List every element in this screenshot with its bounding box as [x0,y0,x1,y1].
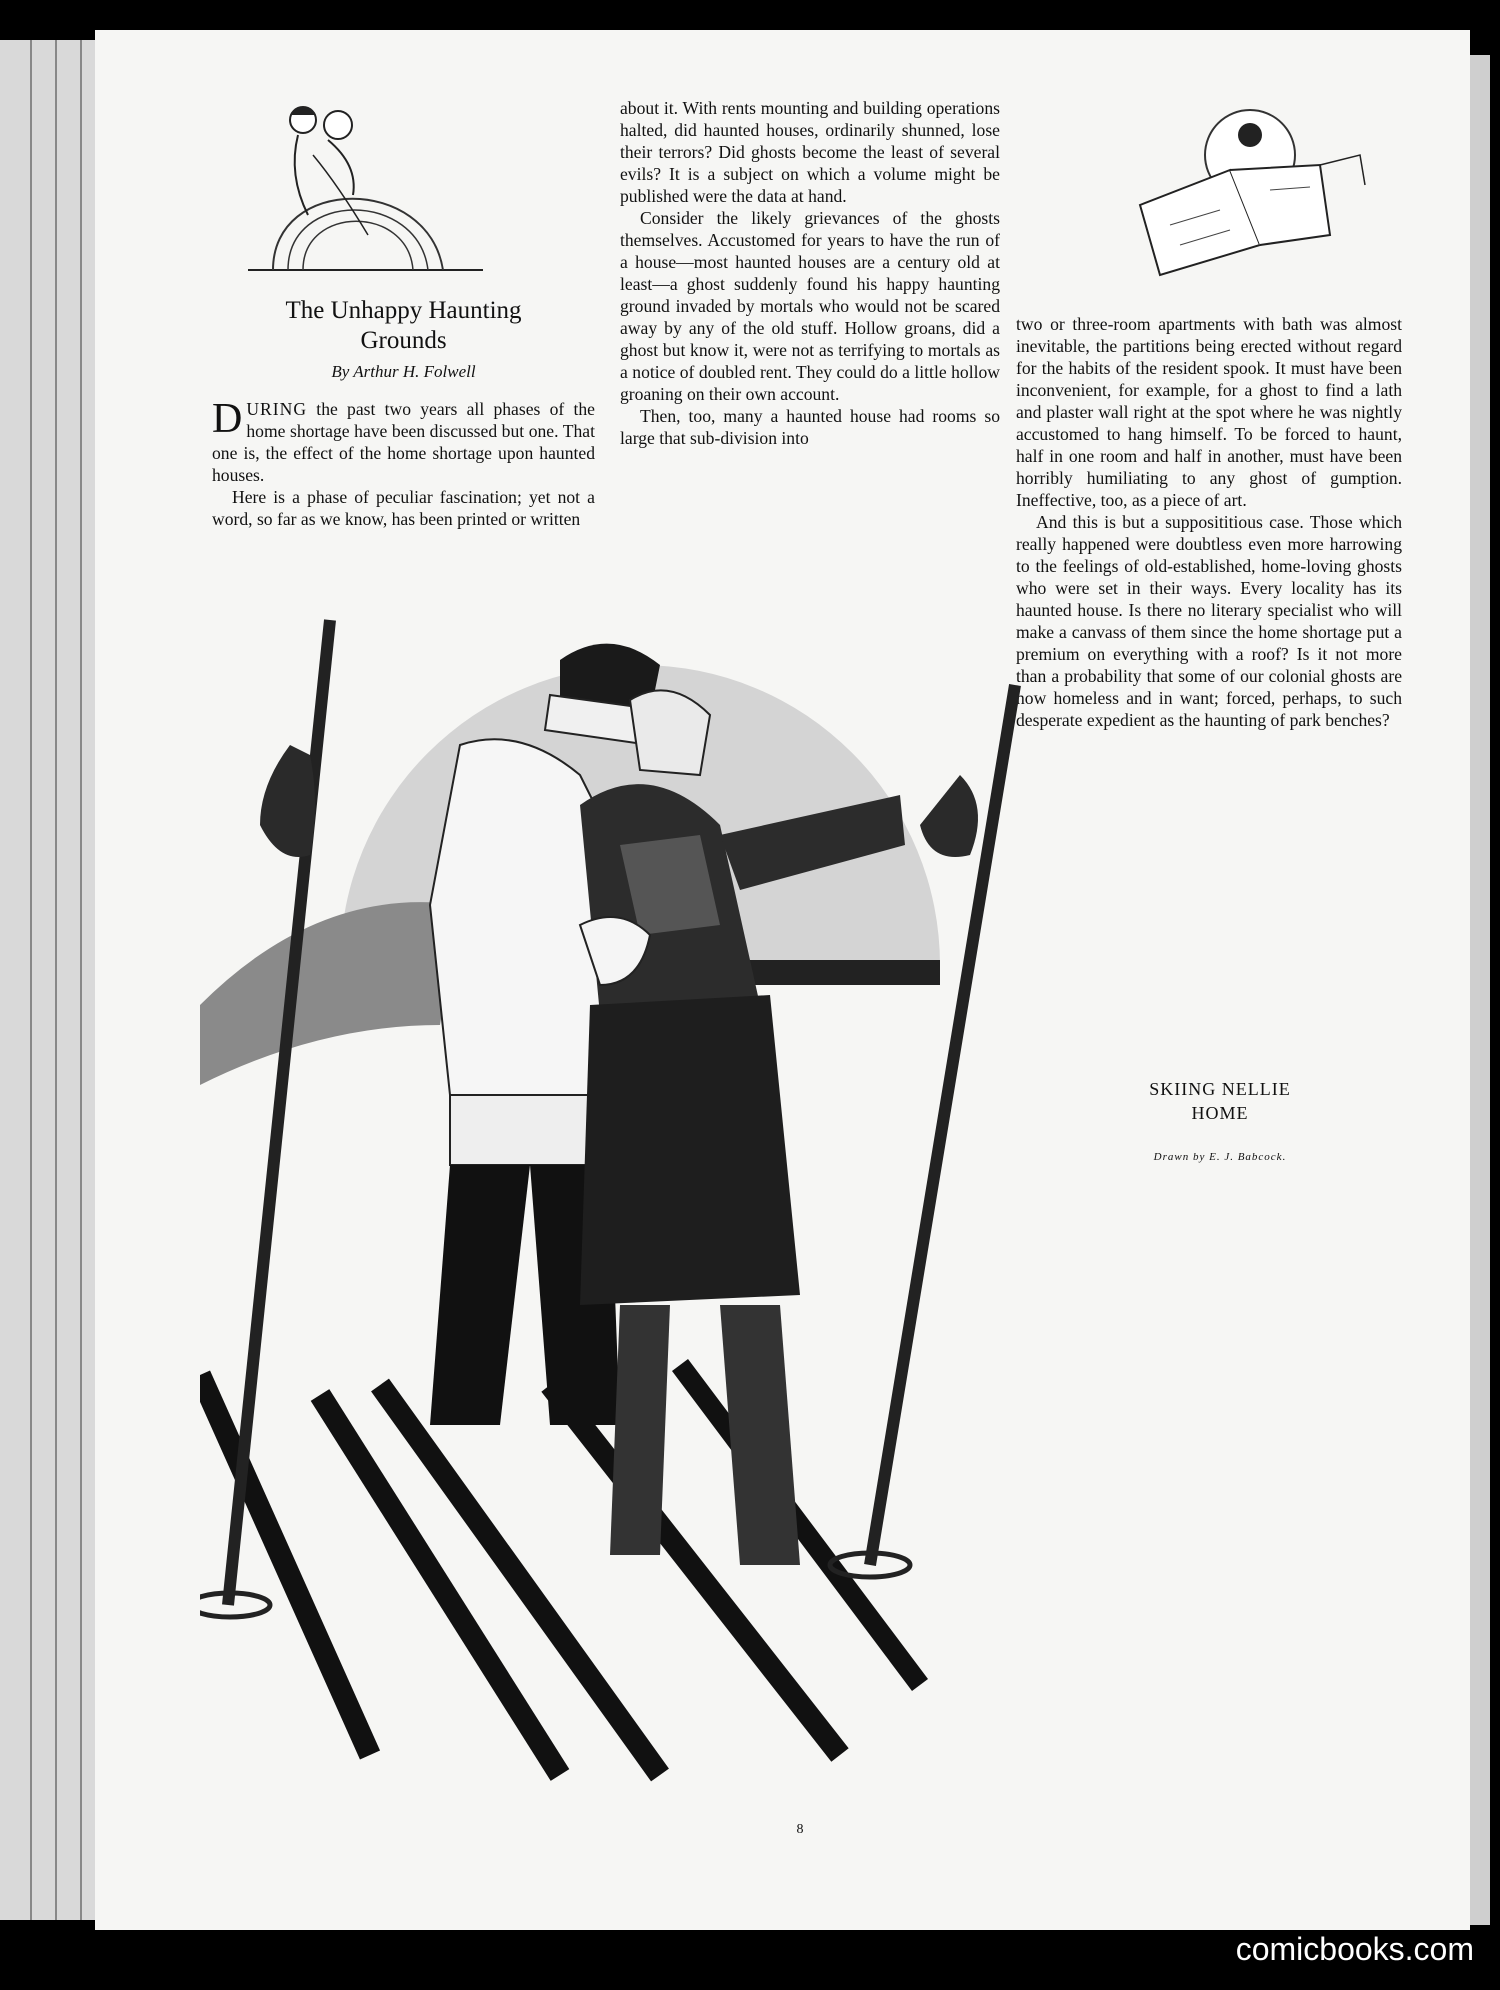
caption-line-2: HOME [1191,1103,1249,1123]
column-2 [620,97,1000,449]
book-right-edge [1470,55,1490,1925]
skiing-illustration [200,605,1050,1805]
paragraph: Here is a phase of peculiar fascination; yet not a word, so far as we know, has been printed or written [212,487,595,529]
paragraph: about it. With rents mounting and building operations halted, did haunted houses, ordinarily shunned, lose their terrors? Did ghosts become the least of several evils? It is a subject on which a volume might be published were the data at hand. [620,98,1000,206]
illustration-credit: Drawn by E. J. Babcock. [1153,1151,1287,1163]
watermark: comicbooks.com [1235,1931,1474,1967]
caption-line-1: SKIING NELLIE [1149,1079,1291,1099]
article-title [212,296,595,356]
title-line-1: The Unhappy Haunting [285,297,522,324]
column-3 [1016,313,1402,731]
byline: By Arthur H. Folwell [331,362,476,381]
paragraph: And this is but a supposititious case. Those which really happened were doubtless even more harrowing to the feelings of old-established, home-loving ghosts who were set in their ways. Every locality has its haunted house. Is there no literary specialist who will make a canvass of them since the home shortage put a premium on everything with a roof? Is it not more than a probability that some of our colonial ghosts are now homeless and in want; forced, perhaps, to such desperate expedient as the haunting of park benches? [1016,512,1402,730]
paragraph [212,398,595,486]
paragraph-text: the past two years all phases of the home shortage have been discussed but one. That one is, the effect of the home shortage upon haunted houses. [212,399,595,485]
page-number: 8 [796,1822,804,1837]
column-1 [212,398,595,530]
newspaper-vignette [1120,95,1390,295]
paragraph: Consider the likely grievances of the ghosts themselves. Accustomed for years to have the run of a house—most haunted houses are a century old at least—a ghost suddenly found his happy haunting ground invaded by mortals who would not be scared away by any of the old stuff. Hollow groans, did a ghost but know it, were not as terrifying to mortals as a notice of doubled rent. They could do a little hollow groaning on their own account. [620,208,1000,404]
title-line-2: Grounds [360,327,447,354]
illustration-caption [1080,1077,1360,1125]
small-caps-lead: URING [246,399,308,419]
paragraph: Then, too, many a haunted house had rooms so large that sub-division into [620,406,1000,448]
drop-cap: D [212,396,243,442]
ladies-vignette [228,95,498,275]
paragraph: two or three-room apartments with bath was almost inevitable, the partitions being erected without regard for the habits of the resident spook. It must have been inconvenient, for example, for a ghost to find a lath and plaster wall right at the spot where he was nightly accustomed to hang himself. To be forced to haunt, half in one room and half in another, must have been horribly humiliating to any ghost of gumption. Ineffective, too, as a piece of art. [1016,314,1402,510]
